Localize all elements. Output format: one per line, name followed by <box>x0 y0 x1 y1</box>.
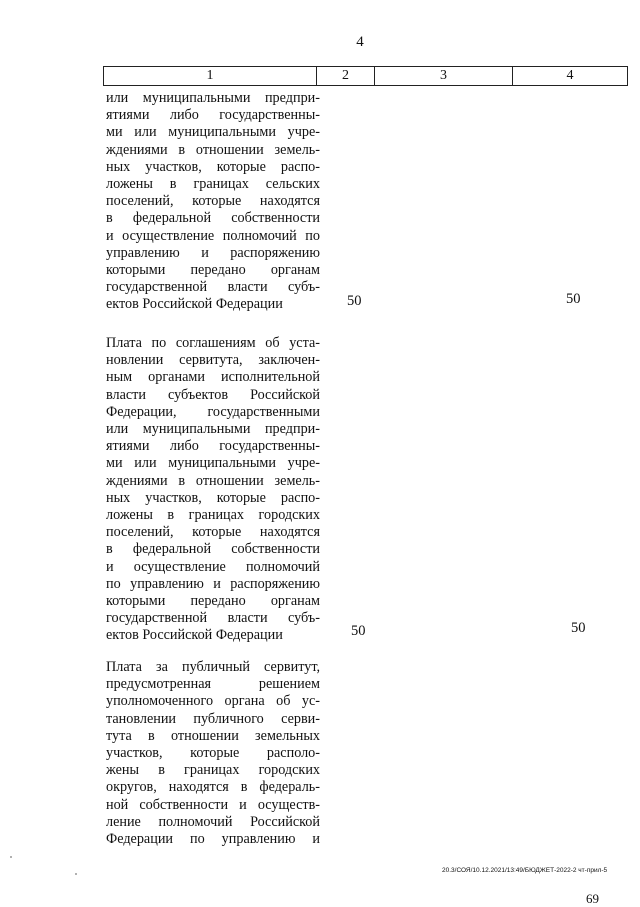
text-line: Плата за публичный сервитут, <box>106 659 320 675</box>
text-line: которыми передано органам <box>106 262 320 279</box>
text-line: Плата по соглашениям об уста- <box>106 335 320 351</box>
text-line: ектов Российской Федерации <box>106 296 283 313</box>
row-2-col-2-value: 50 <box>351 623 366 639</box>
header-col-2: 2 <box>316 67 374 85</box>
header-col-1: 1 <box>206 68 214 83</box>
text-line: ми или муниципальными учре- <box>106 124 320 141</box>
scan-speck <box>75 873 77 875</box>
text-line: ятиями либо государственны- <box>106 438 320 455</box>
row-3-description <box>106 659 320 848</box>
sheet-number: 69 <box>586 891 599 906</box>
text-line: новлении сервитута, заключен- <box>106 352 320 369</box>
text-line: поселений, которые находятся <box>106 193 320 210</box>
header-col-3: 3 <box>374 67 512 85</box>
scan-speck <box>10 856 12 858</box>
text-line: ми или муниципальными учре- <box>106 455 320 472</box>
text-line: ных участков, которые распо- <box>106 158 320 175</box>
text-line: государственной власти субъ- <box>106 610 320 627</box>
text-line: в федеральной собственности <box>106 210 320 227</box>
row-1-description <box>106 90 320 314</box>
page-number: 4 <box>356 34 364 50</box>
text-line: или муниципальными предпри- <box>106 421 320 438</box>
text-line: ждениями в отношении земель- <box>106 141 320 158</box>
text-line: или муниципальными предпри- <box>106 90 320 106</box>
text-line: и осуществление полномочий по <box>106 227 320 244</box>
text-line: участков, которые располо- <box>106 745 320 762</box>
text-line: ектов Российской Федерации <box>106 627 283 644</box>
text-line: государственной власти субъ- <box>106 279 320 296</box>
text-line: Федерации по управлению и <box>106 831 320 848</box>
text-line: Федерации, государственными <box>106 403 320 420</box>
text-line: уполномоченного органа об ус- <box>106 693 320 710</box>
text-line: тановлении публичного серви- <box>106 710 320 727</box>
text-line: округов, находятся в федераль- <box>106 779 320 796</box>
text-line: и осуществление полномочий <box>106 558 320 575</box>
text-line: власти субъектов Российской <box>106 386 320 403</box>
text-line: поселений, которые находятся <box>106 524 320 541</box>
text-line: предусмотренная решением <box>106 676 320 693</box>
text-line: ной собственности и осуществ- <box>106 796 320 813</box>
text-line: ным органами исполнительной <box>106 369 320 386</box>
row-2-col-4-value: 50 <box>571 620 586 636</box>
text-line: ятиями либо государственны- <box>106 107 320 124</box>
header-col-4: 4 <box>512 67 627 85</box>
text-line: жены в границах городских <box>106 762 320 779</box>
text-line: по управлению и распоряжению <box>106 575 320 592</box>
text-line: ных участков, которые распо- <box>106 489 320 506</box>
text-line: в федеральной собственности <box>106 541 320 558</box>
table-header-row <box>103 66 628 86</box>
row-2-description <box>106 335 320 645</box>
text-line: ложены в границах городских <box>106 507 320 524</box>
text-line: ление полномочий Российской <box>106 813 320 830</box>
document-code: 20.3/СОЯ/10.12.2021/13:49/БЮДЖЕТ-2022-2 чт-прил-5 <box>442 867 608 874</box>
text-line: тута в отношении земельных <box>106 727 320 744</box>
text-line: ждениями в отношении земель- <box>106 472 320 489</box>
row-1-col-4-value: 50 <box>566 291 581 307</box>
text-line: управлению и распоряжению <box>106 244 320 261</box>
text-line: которыми передано органам <box>106 593 320 610</box>
row-1-col-2-value: 50 <box>347 293 362 309</box>
text-line: ложены в границах сельских <box>106 176 320 193</box>
